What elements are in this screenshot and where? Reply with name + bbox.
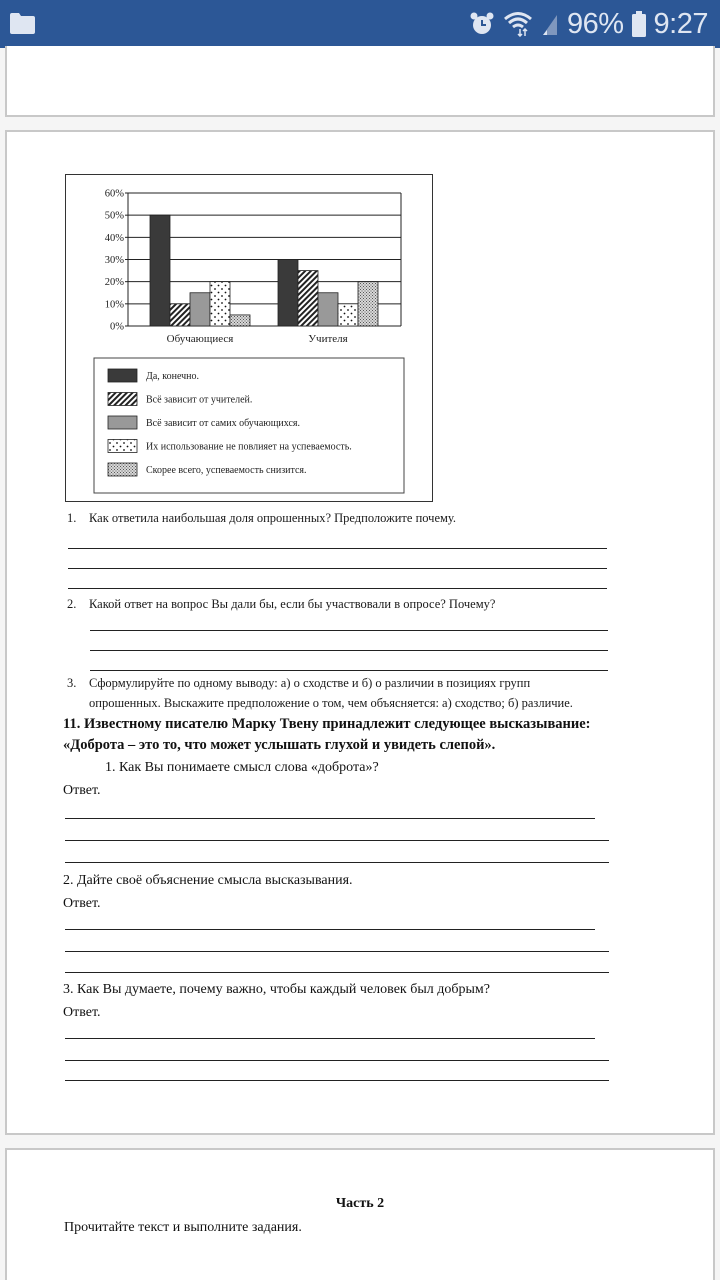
clock: 9:27 xyxy=(653,7,708,40)
legend-swatch xyxy=(108,416,137,429)
task-11-heading-line1: 11. Известному писателю Марку Твену принадлежит следующее высказывание: xyxy=(63,716,591,732)
chart-canvas xyxy=(66,175,432,501)
task-11-heading-line2: «Доброта – это то, что может услышать глухой и увидеть слепой». xyxy=(63,737,496,753)
folder-icon xyxy=(10,13,35,34)
battery-percent: 96% xyxy=(567,7,624,40)
question-2-number: 2. xyxy=(67,597,77,611)
chart-bar xyxy=(318,293,338,326)
x-category-label: Обучающиеся xyxy=(166,333,234,345)
answer-line[interactable] xyxy=(90,630,608,631)
chart-bar xyxy=(210,282,230,326)
part-2-instruction: Прочитайте текст и выполните задания. xyxy=(64,1220,302,1235)
answer-line[interactable] xyxy=(90,670,608,671)
answer-label: Ответ. xyxy=(63,896,101,911)
y-tick-label: 60% xyxy=(104,188,124,200)
question-3-text-line2: опрошенных. Выскажите предположение о том, чем объясняется: а) сходство; б) различие. xyxy=(89,696,573,710)
legend-swatch xyxy=(108,463,137,476)
answer-line[interactable] xyxy=(65,929,595,930)
survey-bar-chart xyxy=(65,174,433,502)
y-tick-label: 0% xyxy=(110,321,124,333)
question-3-number: 3. xyxy=(67,676,77,690)
x-category-label: Учителя xyxy=(308,333,348,345)
answer-line[interactable] xyxy=(65,1038,595,1039)
legend-swatch xyxy=(108,440,137,453)
legend-swatch xyxy=(108,393,137,406)
status-bar xyxy=(0,0,720,48)
legend-label: Всё зависит от учителей. xyxy=(146,394,253,406)
task-11-question-3: 3. Как Вы думаете, почему важно, чтобы каждый человек был добрым? xyxy=(63,982,490,997)
task-11-question-2: 2. Дайте своё объяснение смысла высказывания. xyxy=(63,873,353,888)
answer-line[interactable] xyxy=(68,588,607,589)
wifi-icon xyxy=(503,11,533,37)
question-3-text-line1: Сформулируйте по одному выводу: а) о сходстве и б) о различии в позициях групп xyxy=(89,676,531,690)
legend-swatch xyxy=(108,369,137,382)
answer-label: Ответ. xyxy=(63,1005,101,1020)
legend-label: Да, конечно. xyxy=(146,371,200,382)
legend-label: Всё зависит от самих обучающихся. xyxy=(146,418,301,429)
answer-line[interactable] xyxy=(65,1080,609,1081)
question-2-text: Какой ответ на вопрос Вы дали бы, если бы участвовали в опросе? Почему? xyxy=(89,597,496,611)
answer-line[interactable] xyxy=(68,548,607,549)
answer-line[interactable] xyxy=(65,972,609,973)
y-tick-label: 10% xyxy=(104,299,124,311)
legend-label: Скорее всего, успеваемость снизится. xyxy=(146,465,307,476)
battery-icon xyxy=(632,11,646,37)
part-2-title: Часть 2 xyxy=(335,1196,385,1211)
y-tick-label: 50% xyxy=(104,210,124,222)
document-page-next xyxy=(5,1148,715,1280)
answer-line[interactable] xyxy=(65,951,609,952)
alarm-icon xyxy=(469,11,495,37)
answer-line[interactable] xyxy=(65,818,595,819)
answer-line[interactable] xyxy=(65,840,609,841)
chart-bar xyxy=(150,215,170,326)
chart-bar xyxy=(190,293,210,326)
legend-label: Их использование не повлияет на успеваемость. xyxy=(146,441,352,453)
chart-bar xyxy=(230,315,250,326)
y-tick-label: 40% xyxy=(104,232,124,244)
chart-bar xyxy=(298,271,318,326)
answer-line[interactable] xyxy=(68,568,607,569)
document-page-previous xyxy=(5,46,715,117)
document-page xyxy=(5,130,715,1135)
chart-bar xyxy=(358,282,378,326)
answer-label: Ответ. xyxy=(63,783,101,798)
answer-line[interactable] xyxy=(90,650,608,651)
signal-icon xyxy=(541,11,559,37)
chart-bar xyxy=(338,304,358,326)
answer-line[interactable] xyxy=(65,1060,609,1061)
task-11-question-1: 1. Как Вы понимаете смысл слова «доброта»? xyxy=(105,760,379,775)
question-1-text: Как ответила наибольшая доля опрошенных? Предположите почему. xyxy=(89,511,457,525)
chart-bar xyxy=(170,304,190,326)
y-tick-label: 20% xyxy=(104,277,124,289)
answer-line[interactable] xyxy=(65,862,609,863)
chart-bar xyxy=(278,260,298,327)
y-tick-label: 30% xyxy=(104,255,124,266)
question-1-number: 1. xyxy=(67,511,77,525)
